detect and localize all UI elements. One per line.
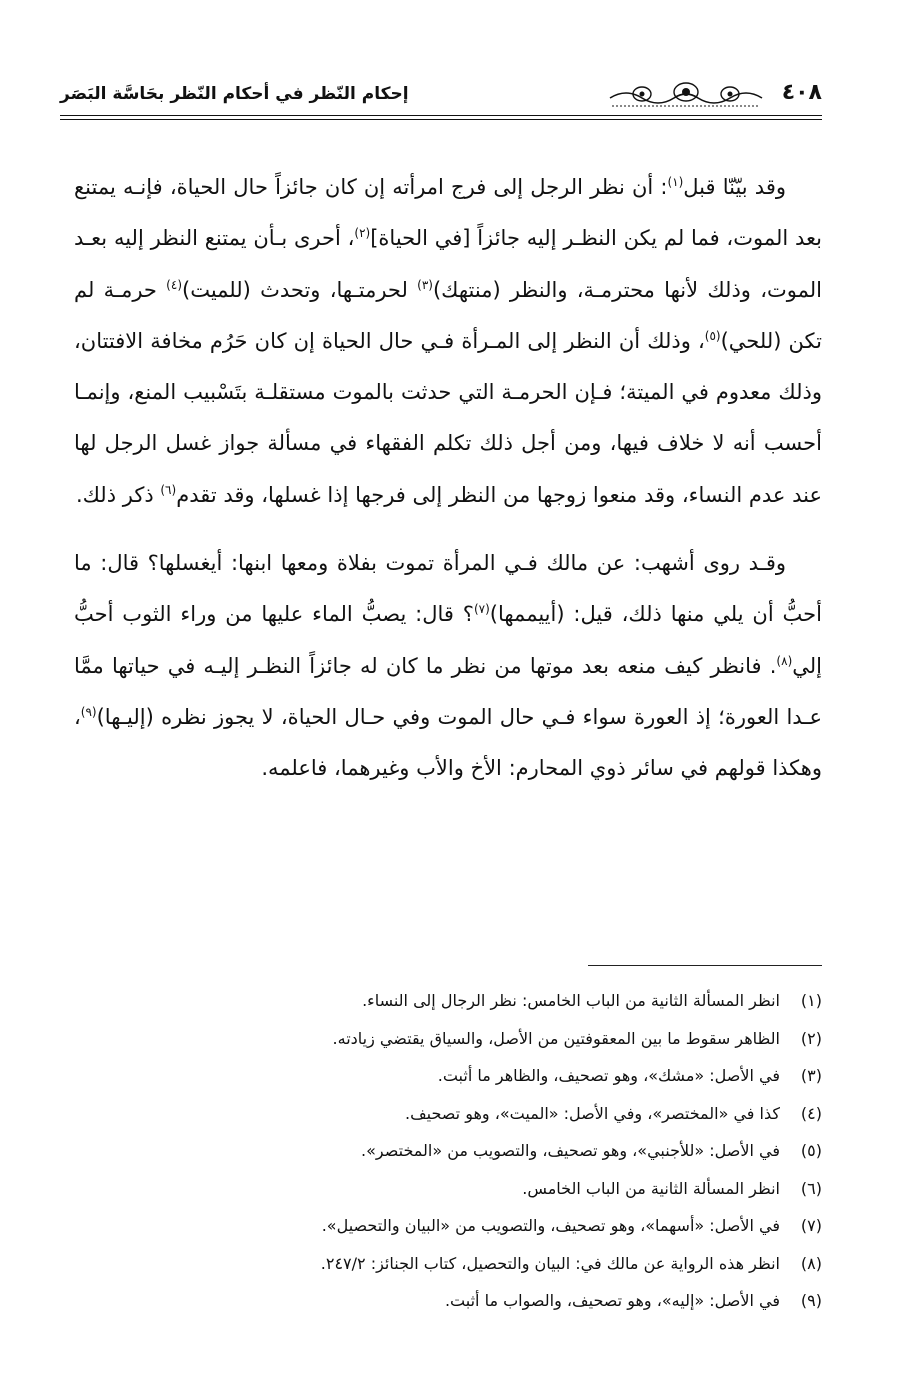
- footnote-marker: (١): [667, 175, 684, 189]
- footnote-marker: (٢): [354, 226, 371, 241]
- footnote-text: انظر هذه الرواية عن مالك في: البيان والتحصيل، كتاب الجنائز: ٢٤٧/٢.: [320, 1253, 780, 1273]
- arabesque-ornament-icon: [606, 78, 766, 112]
- footnote-number: (٦): [800, 1178, 822, 1198]
- footnote-text: انظر المسألة الثانية من الباب الخامس: نظر الرجال إلى النساء.: [362, 991, 780, 1010]
- text-run: ، أحرى بـأن يمتنع النظر إليه بعـد الموت، وذلك لأنها محترمـة، والنظر (منتهك): [74, 226, 822, 302]
- footnote-item: [120, 982, 822, 1020]
- text-run: حرمـة لم تكن (للحي): [74, 277, 822, 353]
- footnotes: [120, 982, 822, 1320]
- page-number: ٤٠٨: [781, 80, 822, 105]
- text-run: . فانظر كيف منعه بعد موتها من نظر ما كان له جائزاً النظـر إليـه في حياتها ممَّا عـدا العورة؛ إذ العورة سواء فـي حال الموت وفي حـال الحياة، لا يجوز نظره (إليـها): [74, 653, 822, 729]
- footnote-number: (٩): [800, 1291, 822, 1310]
- footnote-text: في الأصل: «مشك»، وهو تصحيف، والظاهر ما أثبت.: [437, 1066, 780, 1085]
- footnote-number: (٥): [800, 1141, 822, 1160]
- footnote-number: (٢): [800, 1028, 822, 1048]
- footnote-item: [120, 1245, 822, 1283]
- footnote-separator: [588, 965, 822, 966]
- footnote-text: في الأصل: «للأجنبي»، وهو تصحيف، والتصويب من «المختصر».: [361, 1141, 780, 1160]
- header-rule-thin: [60, 119, 822, 120]
- footnote-marker: (٩): [80, 704, 97, 719]
- footnote-item: [120, 1057, 822, 1095]
- footnote-item: [120, 1207, 822, 1245]
- footnote-number: (٣): [800, 1066, 822, 1085]
- footnote-marker: (٣): [417, 277, 433, 292]
- text-run: ، وهكذا قولهم في سائر ذوي المحارم: الأخ والأب وغيرهما، فاعلمه.: [74, 704, 822, 781]
- footnote-text: في الأصل: «إليه»، وهو تصحيف، والصواب ما أثبت.: [444, 1291, 780, 1310]
- footnote-marker: (٦): [160, 482, 177, 497]
- text-run: لحرمتـها، وتحدث (للميت): [182, 277, 418, 302]
- main-text: [74, 162, 822, 795]
- body-paragraph: [74, 538, 822, 794]
- footnote-text: كذا في «المختصر»، وفي الأصل: «الميت»، وهو تصحيف.: [404, 1103, 780, 1123]
- footnote-marker: (٤): [166, 277, 182, 292]
- running-header: [60, 78, 822, 118]
- text-run: : أن نظر الرجل إلى فرج امرأته إن كان جائزاً حال الحياة، فإنـه يمتنع بعد الموت، فما لم يكن النظـر إليه جائزاً [في الحياة]: [74, 175, 822, 251]
- text-run: ؟ قال: يصبُّ الماء عليها من وراء الثوب أحبُّ إلي: [74, 602, 822, 678]
- footnote-item: [120, 1282, 822, 1320]
- footnote-item: [120, 1132, 822, 1170]
- footnote-number: (١): [800, 991, 822, 1010]
- footnote-item: [120, 1095, 822, 1133]
- text-run: ذكر ذلك.: [75, 482, 161, 507]
- footnote-item: [120, 1020, 822, 1058]
- header-title: إحكام النّظر في أحكام النّظر بحَاسَّة البَصَر: [60, 84, 409, 104]
- footnote-marker: (٥): [704, 328, 721, 343]
- footnote-text: انظر المسألة الثانية من الباب الخامس.: [522, 1178, 780, 1198]
- footnote-text: في الأصل: «أسهما»، وهو تصحيف، والتصويب من «البيان والتحصيل».: [321, 1216, 780, 1235]
- text-run: وقـد روى أشهب: عن مالك فـي المرأة تموت بفلاة ومعها ابنها: أيغسلها؟ قال: ما أحبُّ أن يلي منها ذلك، قيل: (أييممها): [74, 551, 822, 627]
- footnote-marker: (٧): [473, 602, 490, 617]
- footnote-number: (٧): [800, 1216, 822, 1235]
- footnote-number: (٤): [800, 1103, 822, 1123]
- text-run: وقد بيّنّا قبل: [683, 175, 786, 199]
- footnote-text: الظاهر سقوط ما بين المعقوفتين من الأصل، والسياق يقتضي زيادته.: [332, 1028, 780, 1048]
- footnote-number: (٨): [800, 1253, 822, 1273]
- footnote-item: [120, 1170, 822, 1208]
- text-run: ، وذلك أن النظر إلى المـرأة فـي حال الحياة إن كان حَرُم مخافة الافتتان، وذلك معدوم في الميتة؛ فـإن الحرمـة التي حدثت بالموت مستقلـة بتَسْبيب المنع، وإنمـا أحسب أنه لا خلاف فيها، ومن أجل ذلك تكلم الفقهاء في مسألة جواز غسل الرجل لها عند عدم النساء، وقد منعوا زوجها من النظر إلى فرجها إذا غسلها، وقد تقدم: [74, 328, 822, 507]
- header-rule: [60, 115, 822, 116]
- footnote-marker: (٨): [776, 653, 793, 668]
- body-paragraph: [74, 162, 822, 521]
